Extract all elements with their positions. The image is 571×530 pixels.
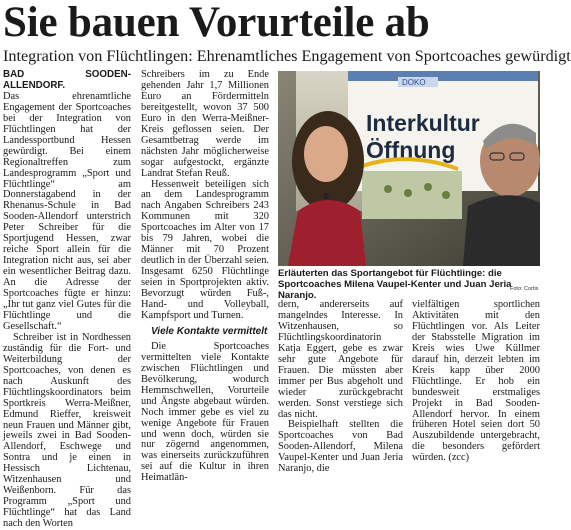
paragraph: vielfältigen sportlichen Aktivitäten mit den Flüchtlingen vor. Als Leiter der Stabsstelle Migration im Kreis wies Uwe Küllmer darauf hin, derzeit lebten im Kreis kapp über 2000 Flüchtlinge. Er hob ein bundesweit erstmaliges Projekt in Bad Sooden-Allendorf hervor. In einem früheren Hotel seien dort 50 Auszubildende untergebracht, die besonders gefördert würden. (zcc) [412, 299, 540, 464]
banner-text-line1: Interkultur [366, 110, 480, 136]
banner-top-text: DOKO [402, 78, 426, 87]
subheadline: Integration von Flüchtlingen: Ehrenamtliches Engagement von Sportcoaches gewürdigt [3, 47, 571, 65]
headline: Sie bauen Vorurteile ab [3, 0, 430, 46]
paragraph: Die Sportcoaches vermittelten viele Kontakte zwischen Flüchtlingen und Bevölkerung, wodurch Hemmschwellen, Vorurteile und Ängste abgebaut würden. Noch immer gebe es viel zu wenige Angebote für Frauen und wenn doch, würden sie nur zögernd angenommen, was einerseits zurückzuführen sei auf die Kultur in ihren Heimatlän- [141, 340, 269, 484]
article-column-3 [278, 299, 403, 475]
article-column-4 [412, 299, 540, 464]
paragraph: Hessenweit beteiligen sich an dem Landesprogramm nach Angaben Schreibers 243 Kommunen mit 320 Sportcoaches im Alter von 17 bis 79 Jahren, wobei die Männer mit 70 Prozent deutlich in der Überzahl seien. Insgesamt 6250 Flüchtlinge seien in Sportprojekten aktiv. Bevorzugt würden Fuß-, Hand- und Volleyball, Kampfsport und Turnen. [141, 178, 269, 321]
article-photo [278, 71, 540, 266]
photo-caption: Erläuterten das Sportangebot für Flüchtlinge: die Sportcoaches Milena Vaupel-Kenter und Juan Jeria Naranjo. [278, 268, 512, 301]
paragraph [3, 70, 131, 333]
paragraph: dern, andererseits auf mangelndes Interesse. In Witzenhausen, so Flüchtlingskoordinatorin Katja Eggert, gebe es zwar sehr gute Angebote für Frauen. Die müssten aber immer per Bus abgeholt und wieder zurückgebracht werden. Sonst verstiege sich das nicht. [278, 299, 403, 420]
paragraph: Schreiber ist in Nordhessen zuständig für die Fort- und Weiterbildung der Sportcoaches, von denen es nach Auskunft des Flüchtlingskoordinators beim Sportkreis Werra-Meißner, Edmund Rieffer, kreisweit neun Frauen und Männer gibt, jeweils zwei in Bad Sooden-Allendorf, Eschwege und Sontra und je einen in Hessisch Lichtenau, Witzenhausen und Weißenborn. Für das Programm „Sport und Flüchtlinge“ hat das Land nach den Worten [3, 331, 131, 530]
banner-text-line2: Öffnung [366, 137, 456, 163]
photo-credit: Foto: Cortis [510, 286, 539, 292]
article-column-2 [141, 69, 269, 484]
section-subtitle: Viele Kontakte vermittelt [151, 325, 268, 337]
article-column-1 [3, 69, 131, 530]
paragraph: Schreibers im zu Ende gehenden Jahr 1,7 Millionen Euro an Fördermitteln bereitgestellt, wovon 37 500 Euro in den Werra-Meißner-Kreis geflossen seien. Der Gesamtbetrag werde im nächsten Jahr möglicherweise sogar aufgestockt, ergänzte Landrat Stefan Reuß. [141, 69, 269, 179]
paragraph-text: Das ehrenamtliche Engagement der Sportcoaches bei der Integration von Flüchtlingen hat der Landessportbund Hessen gewürdigt. Bei einem Regionaltreffen zum Landesprogramm „Sport und Flüchtlinge“ am Donnerstagabend in der Rhenanus-Schule in Bad Sooden-Allendorf unterstrich Peter Schreiber für die Sportjugend Hessen, zwar reiche Sport allein für die Integration nicht aus, sei aber ein wesentlicher Beitrag dazu. An die Adresse der Sportcoaches fügte er hinzu: „Ihr tut ganz viel Gutes für die Flüchtlinge und die Gesellschaft.“ [3, 90, 131, 332]
photo-illustration [278, 71, 540, 266]
dateline: BAD SOODEN-ALLENDORF. [3, 69, 131, 91]
paragraph: Beispielhaft stellten die Sportcoaches von Bad Sooden-Allendorf, Milena Vaupel-Kenter und Juan Jeria Naranjo, die [278, 419, 403, 475]
